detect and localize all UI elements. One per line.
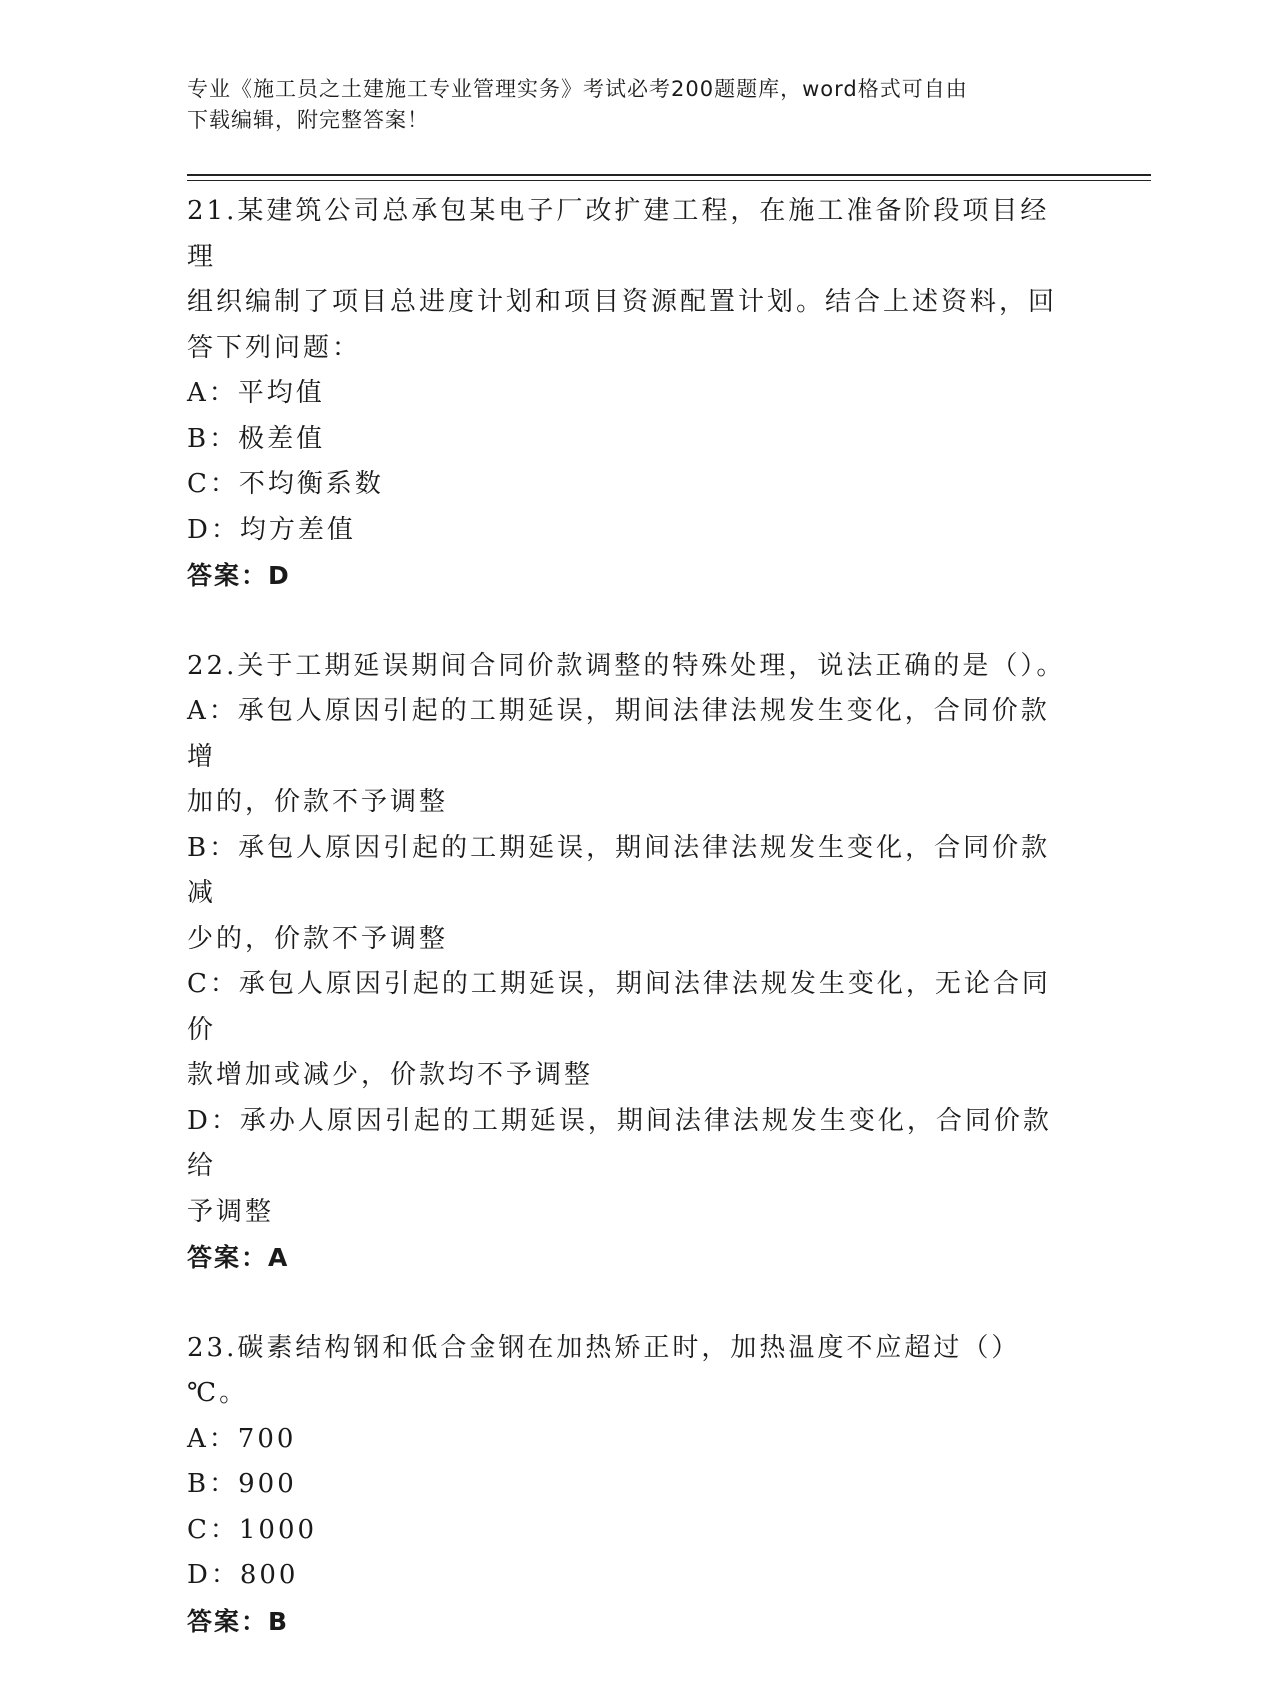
header-divider-thick — [187, 174, 1151, 176]
question-23 — [187, 1326, 1067, 1645]
option-a: A：700 — [187, 1423, 297, 1454]
question-stem-line: 22.关于工期延误期间合同价款调整的特殊处理，说法正确的是（）。 — [187, 650, 1066, 681]
answer-label: 答案：A — [187, 1243, 290, 1272]
option-a: A：承包人原因引起的工期延误，期间法律法规发生变化，合同价款增 — [187, 696, 1050, 772]
option-b: B：极差值 — [187, 423, 326, 454]
option-d-continued: 予调整 — [187, 1196, 275, 1227]
question-22 — [187, 644, 1067, 1281]
question-stem-line: 21.某建筑公司总承包某电子厂改扩建工程，在施工准备阶段项目经理 — [187, 196, 1050, 272]
document-header — [187, 74, 1087, 136]
option-b: B：承包人原因引起的工期延误，期间法律法规发生变化，合同价款减 — [187, 832, 1051, 908]
option-c: C：不均衡系数 — [187, 469, 384, 499]
option-a-continued: 加的，价款不予调整 — [187, 787, 449, 817]
option-a: A：平均值 — [187, 378, 325, 408]
answer-label: 答案：B — [187, 1606, 290, 1636]
option-d: D：800 — [187, 1560, 299, 1590]
option-d: D：承办人原因引起的工期延误，期间法律法规发生变化，合同价款给 — [187, 1105, 1052, 1181]
option-b: B：900 — [187, 1469, 297, 1499]
option-c: C：1000 — [187, 1514, 318, 1545]
question-stem-line: 23.碳素结构钢和低合金钢在加热矫正时，加热温度不应超过（）℃。 — [187, 1332, 1021, 1408]
question-stem-line: 答下列问题： — [187, 332, 362, 363]
header-line-1: 专业《施工员之土建施工专业管理实务》考试必考200题题库，word格式可自由 — [187, 77, 968, 101]
header-divider-thin — [187, 180, 1151, 181]
question-list — [187, 189, 1067, 1689]
answer-label: 答案：D — [187, 561, 291, 590]
option-c: C：承包人原因引起的工期延误，期间法律法规发生变化，无论合同价 — [187, 969, 1051, 1045]
header-line-2: 下载编辑，附完整答案！ — [187, 108, 429, 132]
question-21 — [187, 189, 1067, 599]
option-d: D：均方差值 — [187, 514, 356, 545]
option-b-continued: 少的，价款不予调整 — [187, 923, 449, 954]
option-c-continued: 款增加或减少，价款均不予调整 — [187, 1060, 594, 1090]
question-stem-line: 组织编制了项目总进度计划和项目资源配置计划。结合上述资料，回 — [187, 287, 1058, 317]
